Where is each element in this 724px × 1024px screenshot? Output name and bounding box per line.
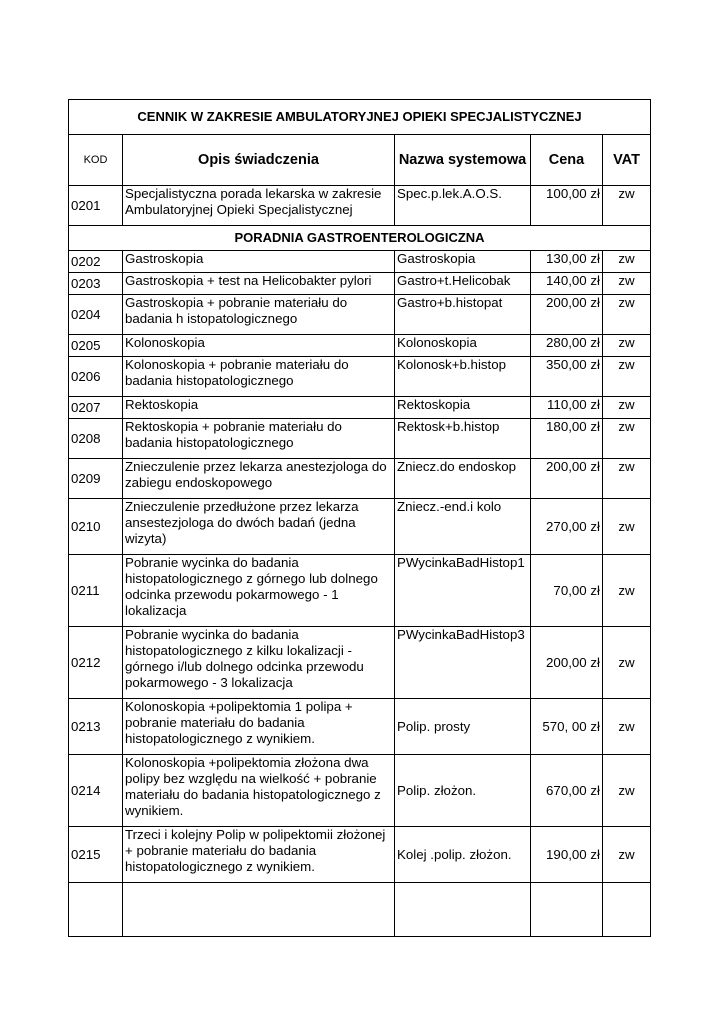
row-price: 350,00 zł [531,357,603,397]
row-code: 0214 [69,755,123,827]
row-code: 0204 [69,295,123,335]
row-system-name: Kolonosk+b.histop [395,357,531,397]
row-price: 180,00 zł [531,419,603,459]
row-code: 0206 [69,357,123,397]
row-system-name: PWycinkaBadHistop3 [395,627,531,699]
row-vat: zw [603,699,651,755]
empty-cell [69,883,123,937]
row-system-name: Polip. złożon. [395,755,531,827]
row-description: Znieczulenie przez lekarza anestezjologa do zabiegu endoskopowego [123,459,395,499]
empty-cell [531,883,603,937]
row-description: Specjalistyczna porada lekarska w zakresie Ambulatoryjnej Opieki Specjalistycznej [123,186,395,226]
table-row [69,397,651,419]
row-vat: zw [603,357,651,397]
section-title: PORADNIA GASTROENTEROLOGICZNA [69,226,651,251]
row-system-name: Kolonoskopia [395,335,531,357]
row-price: 70,00 zł [531,555,603,627]
row-price: 190,00 zł [531,827,603,883]
page-title: CENNIK W ZAKRESIE AMBULATORYJNEJ OPIEKI SPECJALISTYCZNEJ [69,100,651,135]
table-row [69,335,651,357]
table-row [69,295,651,335]
row-vat: zw [603,755,651,827]
row-description: Rektoskopia + pobranie materiału do badania histopatologicznego [123,419,395,459]
row-description: Gastroskopia + test na Helicobakter pylori [123,273,395,295]
table-row [69,499,651,555]
row-price: 270,00 zł [531,499,603,555]
row-description: Rektoskopia [123,397,395,419]
row-description: Pobranie wycinka do badania histopatologicznego z kilku lokalizacji - górnego i/lub dolnego odcinka przewodu pokarmowego - 3 lokalizacja [123,627,395,699]
row-code: 0215 [69,827,123,883]
row-vat: zw [603,295,651,335]
table-row [69,827,651,883]
table-row [69,419,651,459]
row-system-name: Rektosk+b.histop [395,419,531,459]
title-row [69,100,651,135]
row-description: Kolonoskopia +polipektomia 1 polipa + pobranie materiału do badania histopatologicznego z wynikiem. [123,699,395,755]
row-vat: zw [603,251,651,273]
table-row [69,459,651,499]
row-code: 0208 [69,419,123,459]
row-price: 110,00 zł [531,397,603,419]
row-price: 100,00 zł [531,186,603,226]
header-cena: Cena [531,135,603,186]
row-description: Kolonoskopia [123,335,395,357]
row-description: Kolonoskopia + pobranie materiału do badania histopatologicznego [123,357,395,397]
row-price: 200,00 zł [531,295,603,335]
row-description: Znieczulenie przedłużone przez lekarza ansestezjologa do dwóch badań (jedna wizyta) [123,499,395,555]
row-vat: zw [603,419,651,459]
header-kod: KOD [69,135,123,186]
row-code: 0209 [69,459,123,499]
row-price: 280,00 zł [531,335,603,357]
row-system-name: Gastro+b.histopat [395,295,531,335]
row-vat: zw [603,555,651,627]
row-code: 0212 [69,627,123,699]
empty-row [69,883,651,937]
header-row [69,135,651,186]
table-row [69,699,651,755]
table-row [69,755,651,827]
row-vat: zw [603,397,651,419]
price-table [68,99,651,937]
header-opis: Opis świadczenia [123,135,395,186]
header-vat: VAT [603,135,651,186]
row-system-name: Spec.p.lek.A.O.S. [395,186,531,226]
table-row [69,357,651,397]
table-row [69,186,651,226]
row-code: 0210 [69,499,123,555]
row-system-name: Kolej .polip. złożon. [395,827,531,883]
row-description: Gastroskopia + pobranie materiału do badania h istopatologicznego [123,295,395,335]
row-description: Gastroskopia [123,251,395,273]
row-price: 200,00 zł [531,627,603,699]
header-nazwa: Nazwa systemowa [395,135,531,186]
row-description: Kolonoskopia +polipektomia złożona dwa polipy bez względu na wielkość + pobranie materiału do badania histopatologicznego z wynikiem. [123,755,395,827]
row-vat: zw [603,627,651,699]
row-code: 0202 [69,251,123,273]
table-row [69,555,651,627]
table-row [69,273,651,295]
empty-cell [395,883,531,937]
row-vat: zw [603,499,651,555]
row-code: 0205 [69,335,123,357]
row-price: 570, 00 zł [531,699,603,755]
row-code: 0203 [69,273,123,295]
empty-cell [603,883,651,937]
section-row [69,226,651,251]
row-code: 0211 [69,555,123,627]
row-vat: zw [603,186,651,226]
row-system-name: Gastroskopia [395,251,531,273]
row-price: 140,00 zł [531,273,603,295]
row-code: 0201 [69,186,123,226]
row-system-name: Rektoskopia [395,397,531,419]
row-system-name: Zniecz.-end.i kolo [395,499,531,555]
row-system-name: PWycinkaBadHistop1 [395,555,531,627]
row-system-name: Zniecz.do endoskop [395,459,531,499]
row-description: Trzeci i kolejny Polip w polipektomii złożonej + pobranie materiału do badania histopatologicznego z wynikiem. [123,827,395,883]
row-description: Pobranie wycinka do badania histopatologicznego z górnego lub dolnego odcinka przewodu pokarmowego - 1 lokalizacja [123,555,395,627]
row-vat: zw [603,827,651,883]
row-system-name: Gastro+t.Helicobak [395,273,531,295]
row-price: 200,00 zł [531,459,603,499]
row-code: 0213 [69,699,123,755]
row-system-name: Polip. prosty [395,699,531,755]
row-vat: zw [603,459,651,499]
row-vat: zw [603,273,651,295]
row-price: 130,00 zł [531,251,603,273]
empty-cell [123,883,395,937]
table-row [69,251,651,273]
row-code: 0207 [69,397,123,419]
row-vat: zw [603,335,651,357]
row-price: 670,00 zł [531,755,603,827]
table-row [69,627,651,699]
